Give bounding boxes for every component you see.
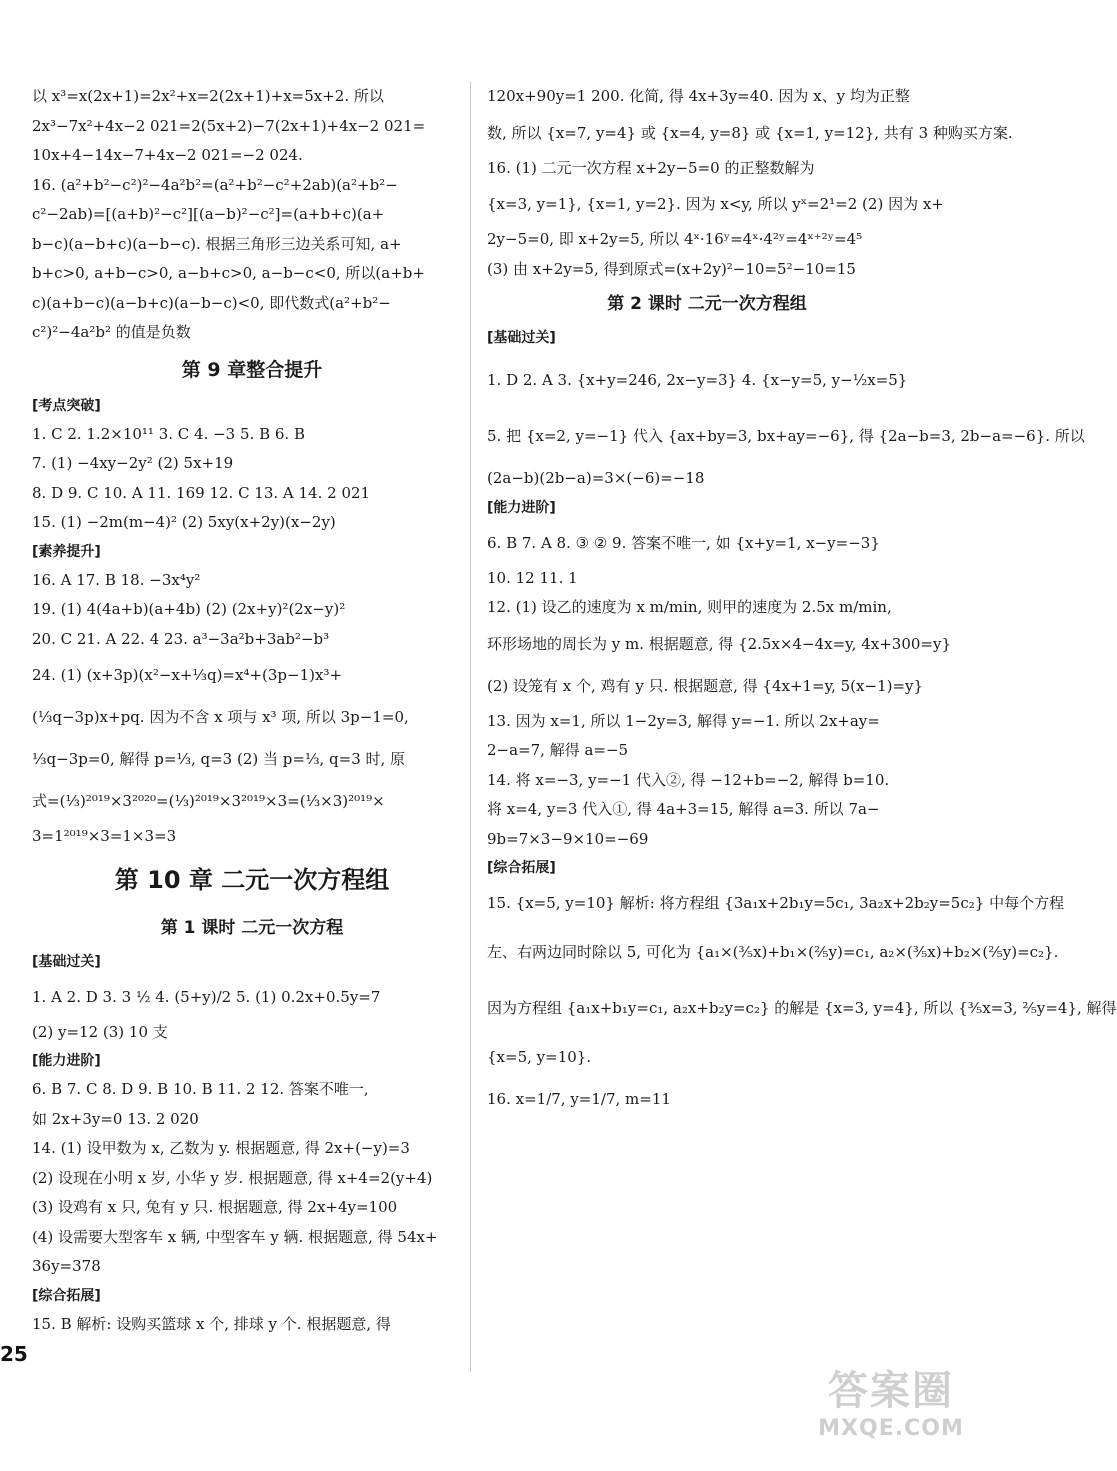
left-column xyxy=(32,82,472,1339)
answer-line: 1. D 2. A 3. {x+y=246, 2x−y=3} 4. {x−y=5, y−½x=5} xyxy=(487,371,908,389)
answer-line: 1. C 2. 1.2×10¹¹ 3. C 4. −3 5. B 6. B xyxy=(32,424,305,443)
section-heading: 第 2 课时 二元一次方程组 xyxy=(607,294,807,314)
answer-line: {x=5, y=10}. xyxy=(487,1048,592,1066)
answer-line: (2) y=12 (3) 10 支 xyxy=(32,1022,168,1041)
column-divider xyxy=(470,82,471,1372)
answer-line: 8. D 9. C 10. A 11. 169 12. C 13. A 14. 2 021 xyxy=(32,483,371,502)
answer-line: 式=(⅓)²⁰¹⁹×3²⁰²⁰=(⅓)²⁰¹⁹×3²⁰¹⁹×3=(⅓×3)²⁰¹⁹× xyxy=(32,792,385,810)
right-column xyxy=(487,82,1117,1120)
answer-line: 2−a=7, 解得 a=−5 xyxy=(487,741,629,759)
section-tag: [基础过关] xyxy=(32,953,101,970)
answer-line: 6. B 7. A 8. ③ ② 9. 答案不唯一, 如 {x+y=1, x−y=−3} xyxy=(487,533,880,552)
watermark-url: MXQE.COM xyxy=(818,1416,964,1441)
answer-line: 10x+4−14x−7+4x−2 021=−2 024. xyxy=(32,146,303,164)
answer-line: 12. (1) 设乙的速度为 x m/min, 则甲的速度为 2.5x m/min, xyxy=(487,598,892,616)
section-tag: [素养提升] xyxy=(32,543,101,560)
answer-line: 2y−5=0, 即 x+2y=5, 所以 4ˣ·16ʸ=4ˣ·4²ʸ=4ˣ⁺²ʸ=4⁵ xyxy=(487,230,863,248)
watermark-logo: 答案圈 xyxy=(828,1368,954,1414)
section-heading: 第 9 章整合提升 xyxy=(181,358,323,381)
answer-line: 24. (1) (x+3p)(x²−x+⅓q)=x⁴+(3p−1)x³+ xyxy=(32,666,343,684)
answer-line: 20. C 21. A 22. 4 23. a³−3a²b+3ab²−b³ xyxy=(32,629,330,648)
answer-line: 数, 所以 {x=7, y=4} 或 {x=4, y=8} 或 {x=1, y=12}, 共有 3 种购买方案. xyxy=(487,123,1013,142)
answer-line: 14. (1) 设甲数为 x, 乙数为 y. 根据题意, 得 2x+(−y)=3 xyxy=(32,1139,410,1157)
answer-line: 15. B 解析: 设购买篮球 x 个, 排球 y 个. 根据题意, 得 xyxy=(32,1314,391,1333)
answer-line: 19. (1) 4(4a+b)(a+4b) (2) (2x+y)²(2x−y)² xyxy=(32,600,346,618)
answer-line: (2) 设现在小明 x 岁, 小华 y 岁. 根据题意, 得 x+4=2(y+4) xyxy=(32,1168,433,1187)
answer-line: 1. A 2. D 3. 3 ½ 4. (5+y)/2 5. (1) 0.2x+0.5y=7 xyxy=(32,987,381,1006)
answer-line: 9b=7×3−9×10=−69 xyxy=(487,829,649,848)
answer-line: 因为方程组 {a₁x+b₁y=c₁, a₂x+b₂y=c₂} 的解是 {x=3, y=4}, 所以 {⅗x=3, ⅖y=4}, 解得 xyxy=(487,999,1117,1017)
section-tag: [考点突破] xyxy=(32,397,101,414)
answer-line: 15. {x=5, y=10} 解析: 将方程组 {3a₁x+2b₁y=5c₁, 3a₂x+2b₂y=5c₂} 中每个方程 xyxy=(487,894,1065,912)
answer-line: 15. (1) −2m(m−4)² (2) 5xy(x+2y)(x−2y) xyxy=(32,513,336,531)
answer-line: (2) 设笼有 x 个, 鸡有 y 只. 根据题意, 得 {4x+1=y, 5(x−1)=y} xyxy=(487,676,924,695)
section-heading: 第 1 课时 二元一次方程 xyxy=(160,917,344,938)
answer-line: 36y=378 xyxy=(32,1257,101,1275)
answer-line: 16. (a²+b²−c²)²−4a²b²=(a²+b²−c²+2ab)(a²+b²− xyxy=(32,175,398,194)
answer-line: 14. 将 x=−3, y=−1 代入②, 得 −12+b=−2, 解得 b=10. xyxy=(487,770,890,789)
answer-line: c)(a+b−c)(a−b+c)(a−b−c)<0, 即代数式(a²+b²− xyxy=(32,293,391,312)
answer-line: 左、右两边同时除以 5, 可化为 {a₁×(⅗x)+b₁×(⅖y)=c₁, a₂×(⅗x)+b₂×(⅖y)=c₂}. xyxy=(487,943,1059,961)
section-tag: [能力进阶] xyxy=(32,1053,101,1069)
section-tag: [综合拓展] xyxy=(487,860,556,876)
watermark xyxy=(796,1359,986,1459)
answer-line: 16. (1) 二元一次方程 x+2y−5=0 的正整数解为 xyxy=(487,158,815,177)
answer-line: b+c>0, a+b−c>0, a−b+c>0, a−b−c<0, 所以(a+b+ xyxy=(32,264,425,282)
section-tag: [能力进阶] xyxy=(487,499,556,516)
answer-line: c²)²−4a²b² 的值是负数 xyxy=(32,323,191,341)
section-tag: [综合拓展] xyxy=(32,1287,101,1304)
answer-line: 7. (1) −4xy−2y² (2) 5x+19 xyxy=(32,454,234,472)
answer-line: {x=3, y=1}, {x=1, y=2}. 因为 x<y, 所以 yˣ=2¹=2 (2) 因为 x+ xyxy=(487,195,944,213)
answer-line: (4) 设需要大型客车 x 辆, 中型客车 y 辆. 根据题意, 得 54x+ xyxy=(32,1227,438,1246)
section-tag: [基础过关] xyxy=(487,330,556,346)
answer-line: 13. 因为 x=1, 所以 1−2y=3, 解得 y=−1. 所以 2x+ay= xyxy=(487,711,880,730)
answer-line: ⅓q−3p=0, 解得 p=⅓, q=3 (2) 当 p=⅓, q=3 时, 原 xyxy=(32,750,406,768)
answer-line: 如 2x+3y=0 13. 2 020 xyxy=(32,1109,199,1128)
answer-line: b−c)(a−b+c)(a−b−c). 根据三角形三边关系可知, a+ xyxy=(32,234,402,253)
answer-line: 环形场地的周长为 y m. 根据题意, 得 {2.5x×4−4x=y, 4x+300=y} xyxy=(487,634,951,653)
answer-line: c²−2ab)=[(a+b)²−c²][(a−b)²−c²]=(a+b+c)(a+ xyxy=(32,205,385,223)
answer-line: 10. 12 11. 1 xyxy=(487,568,578,587)
answer-line: 以 x³=x(2x+1)=2x²+x=2(2x+1)+x=5x+2. 所以 xyxy=(32,87,384,105)
answer-line: 16. x=1/7, y=1/7, m=11 xyxy=(487,1090,671,1108)
answer-line: (3) 设鸡有 x 只, 兔有 y 只. 根据题意, 得 2x+4y=100 xyxy=(32,1198,398,1216)
answer-line: (2a−b)(2b−a)=3×(−6)=−18 xyxy=(487,469,705,487)
answer-line: 将 x=4, y=3 代入①, 得 4a+3=15, 解得 a=3. 所以 7a− xyxy=(487,800,880,818)
answer-line: 2x³−7x²+4x−2 021=2(5x+2)−7(2x+1)+4x−2 021= xyxy=(32,116,426,135)
answer-line: 3=1²⁰¹⁹×3=1×3=3 xyxy=(32,827,177,845)
answer-line: (⅓q−3p)x+pq. 因为不含 x 项与 x³ 项, 所以 3p−1=0, xyxy=(32,708,409,726)
answer-line: 120x+90y=1 200. 化简, 得 4x+3y=40. 因为 x、y 均为正整 xyxy=(487,87,910,105)
answer-line: 5. 把 {x=2, y=−1} 代入 {ax+by=3, bx+ay=−6}, 得 {2a−b=3, 2b−a=−6}. 所以 xyxy=(487,427,1085,445)
section-heading: 第 10 章 二元一次方程组 xyxy=(114,865,390,894)
answer-line: (3) 由 x+2y=5, 得到原式=(x+2y)²−10=5²−10=15 xyxy=(487,259,856,278)
page-number: 25 xyxy=(0,1342,28,1366)
answer-line: 16. A 17. B 18. −3x⁴y² xyxy=(32,570,201,589)
answer-line: 6. B 7. C 8. D 9. B 10. B 11. 2 12. 答案不唯一, xyxy=(32,1080,369,1098)
